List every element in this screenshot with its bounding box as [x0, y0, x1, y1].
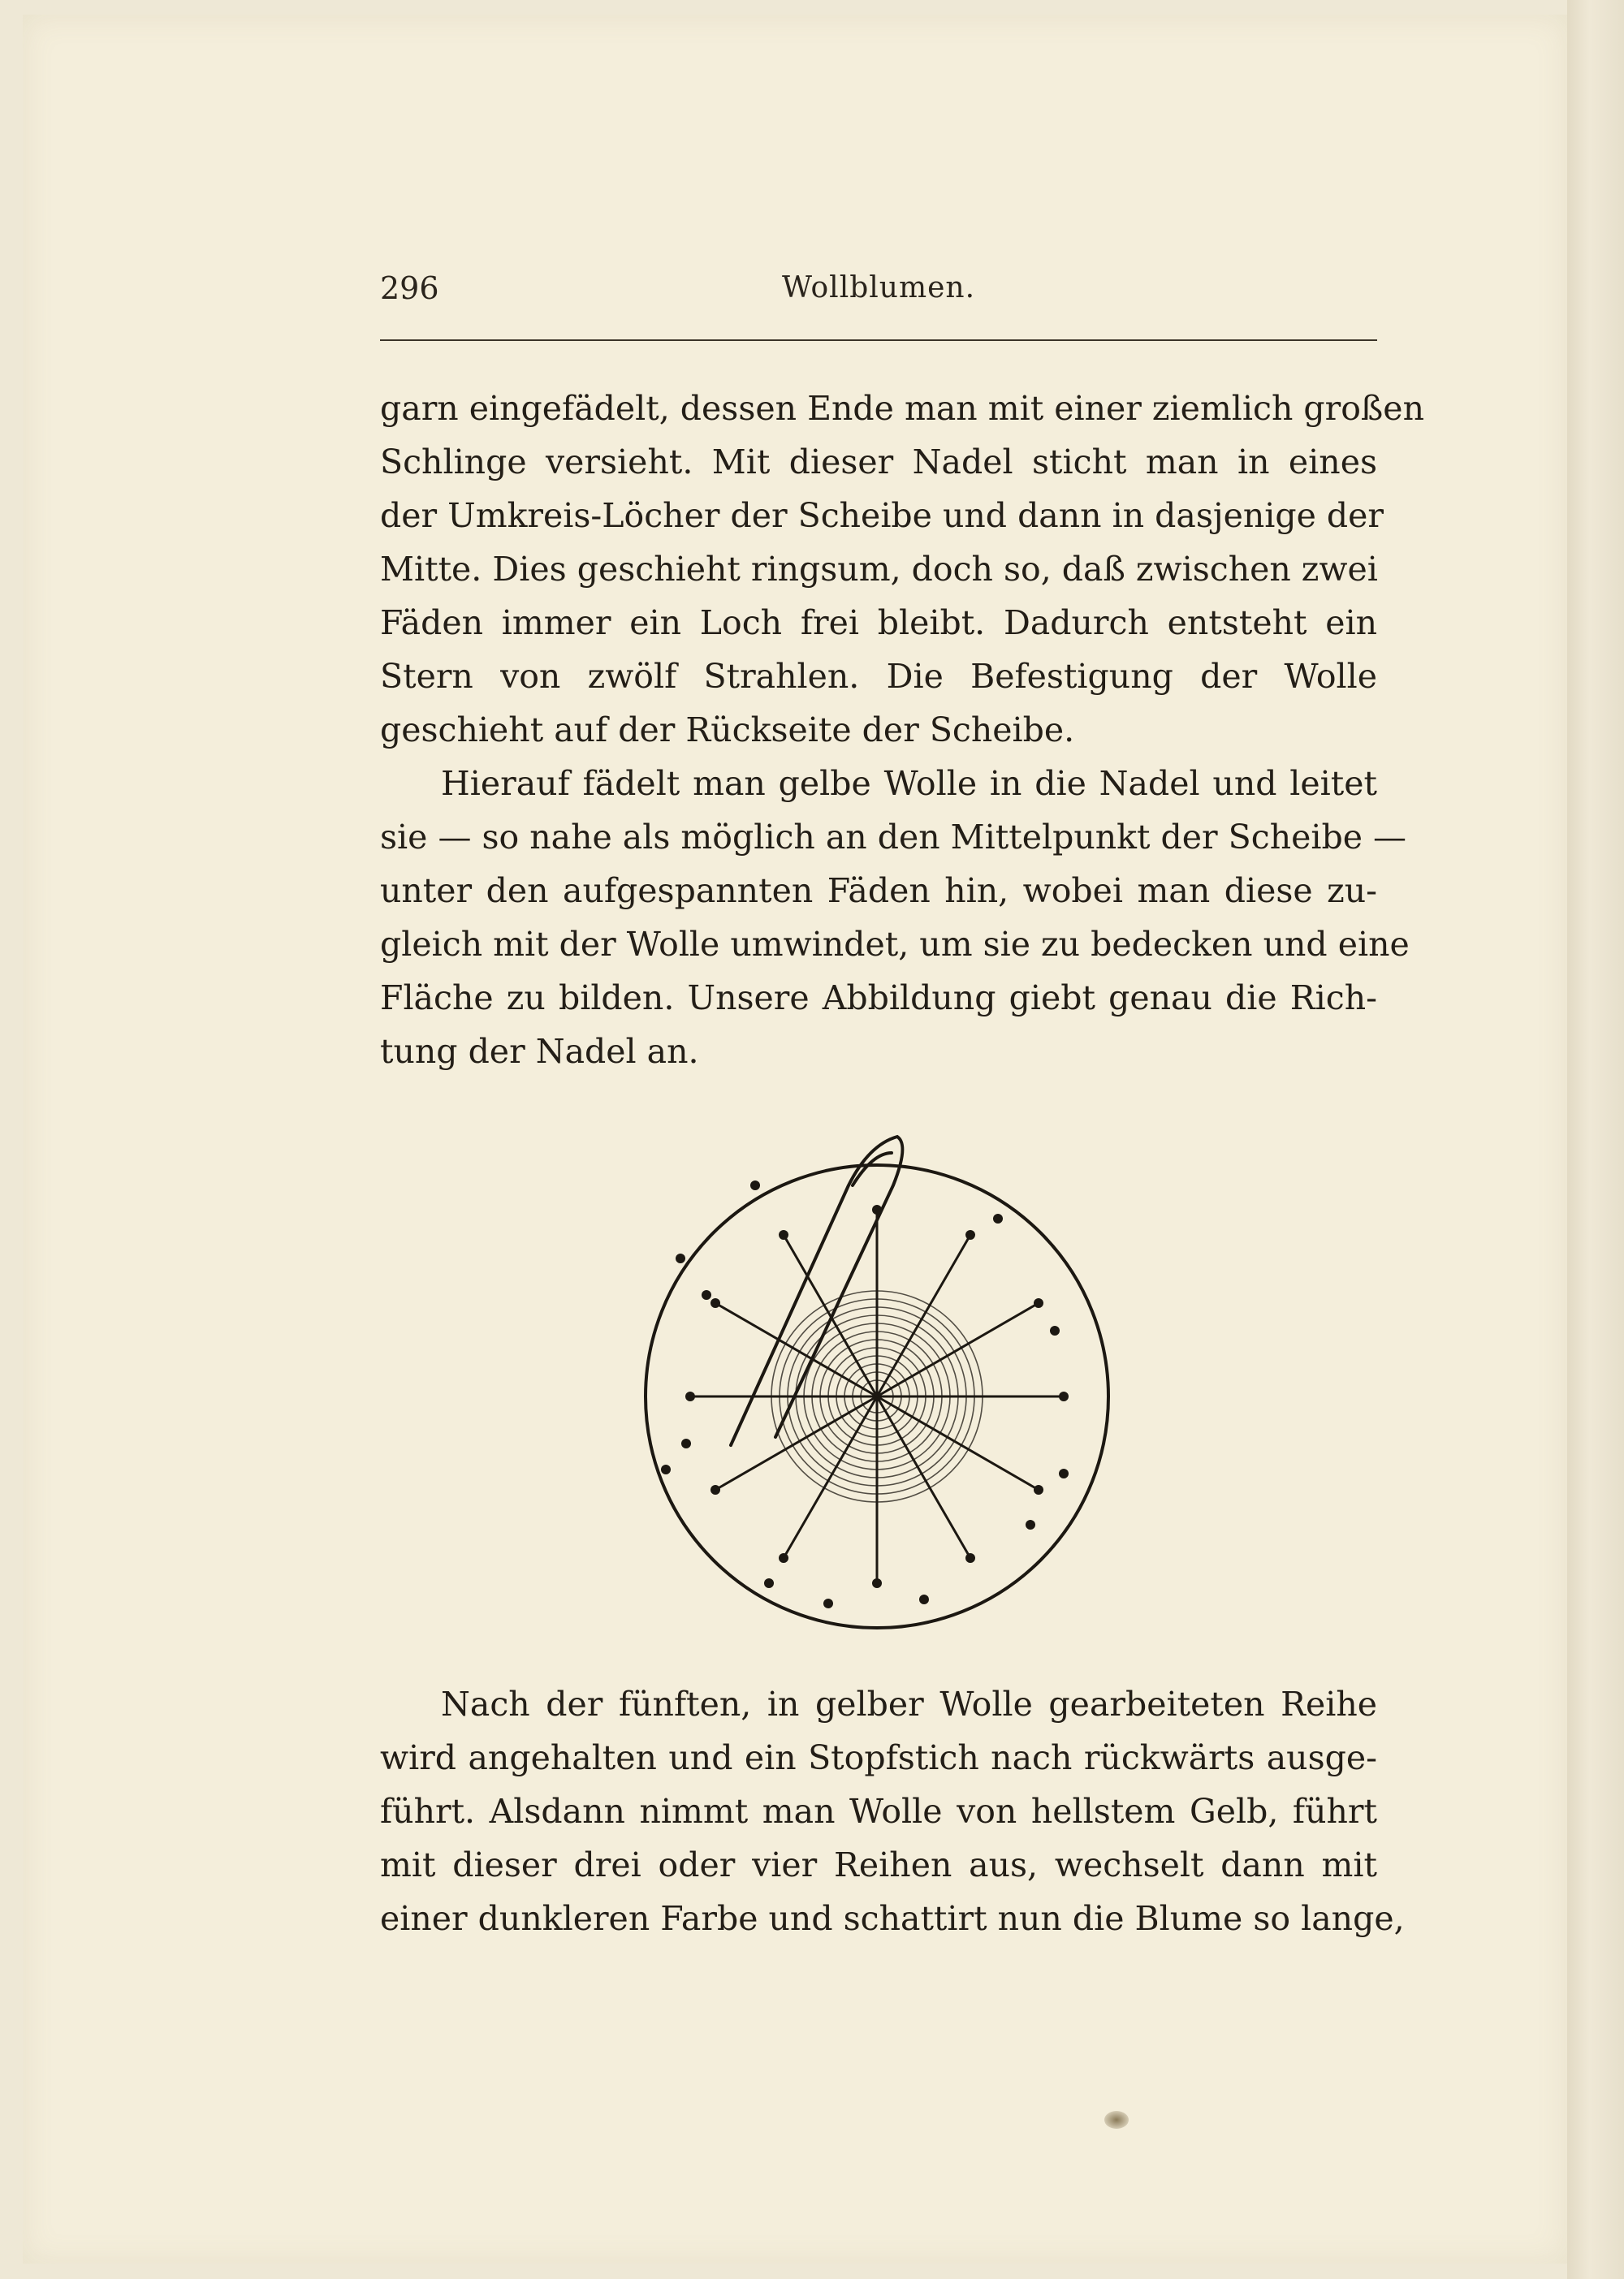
paragraph-3 — [380, 1677, 1405, 1945]
text-line: Fläche zu bilden. Unsere Abbildung giebt genau die Rich- — [380, 978, 1377, 1017]
text-line: geschieht auf der Rückseite der Scheibe. — [380, 710, 1075, 749]
text-line: Stern von zwölf Strahlen. Die Befestigung der Wolle — [380, 657, 1377, 696]
paper-stain — [1104, 2111, 1129, 2129]
text-line: der Umkreis-Löcher der Scheibe und dann in dasjenige der — [380, 496, 1384, 535]
paragraph-2 — [380, 757, 1410, 1078]
text-line: gleich mit der Wolle umwindet, um sie zu bedecken und eine — [380, 925, 1410, 964]
text-line: Schlinge versieht. Mit dieser Nadel sticht man in eines — [380, 442, 1377, 481]
text-line: einer dunkleren Farbe und schattirt nun die Blume so lange, — [380, 1899, 1405, 1938]
text-line: Hierauf fädelt man gelbe Wolle in die Nadel und leitet — [441, 764, 1377, 803]
text-line: unter den aufgespannten Fäden hin, wobei man diese zu- — [380, 871, 1377, 910]
text-line: wird angehalten und ein Stopfstich nach rückwärts ausge- — [380, 1738, 1377, 1777]
running-title: Wollblumen. — [781, 271, 976, 304]
text-line: Mitte. Dies geschieht ringsum, doch so, daß zwischen zwei — [380, 550, 1378, 589]
text-line: sie — so nahe als möglich an den Mittelpunkt der Scheibe — — [380, 818, 1407, 857]
paragraph-1 — [380, 382, 1424, 757]
text-line: tung der Nadel an. — [380, 1032, 699, 1071]
text-line: Nach der fünften, in gelber Wolle gearbeiteten Reihe — [441, 1685, 1377, 1724]
star-threads — [690, 1210, 1064, 1583]
page-number: 296 — [380, 270, 439, 306]
page-header — [380, 268, 1377, 317]
text-line: Fäden immer ein Loch frei bleibt. Dadurch entsteht ein — [380, 603, 1377, 642]
page-edge — [1567, 0, 1624, 2279]
text-line: mit dieser drei oder vier Reihen aus, wechselt dann mit — [380, 1845, 1377, 1884]
text-line: garn eingefädelt, dessen Ende man mit einer ziemlich großen — [380, 389, 1424, 428]
text-line: führt. Alsdann nimmt man Wolle von hellstem Gelb, führt — [380, 1792, 1377, 1831]
needlework-disc-illustration — [633, 1129, 1121, 1648]
header-rule — [380, 339, 1377, 341]
